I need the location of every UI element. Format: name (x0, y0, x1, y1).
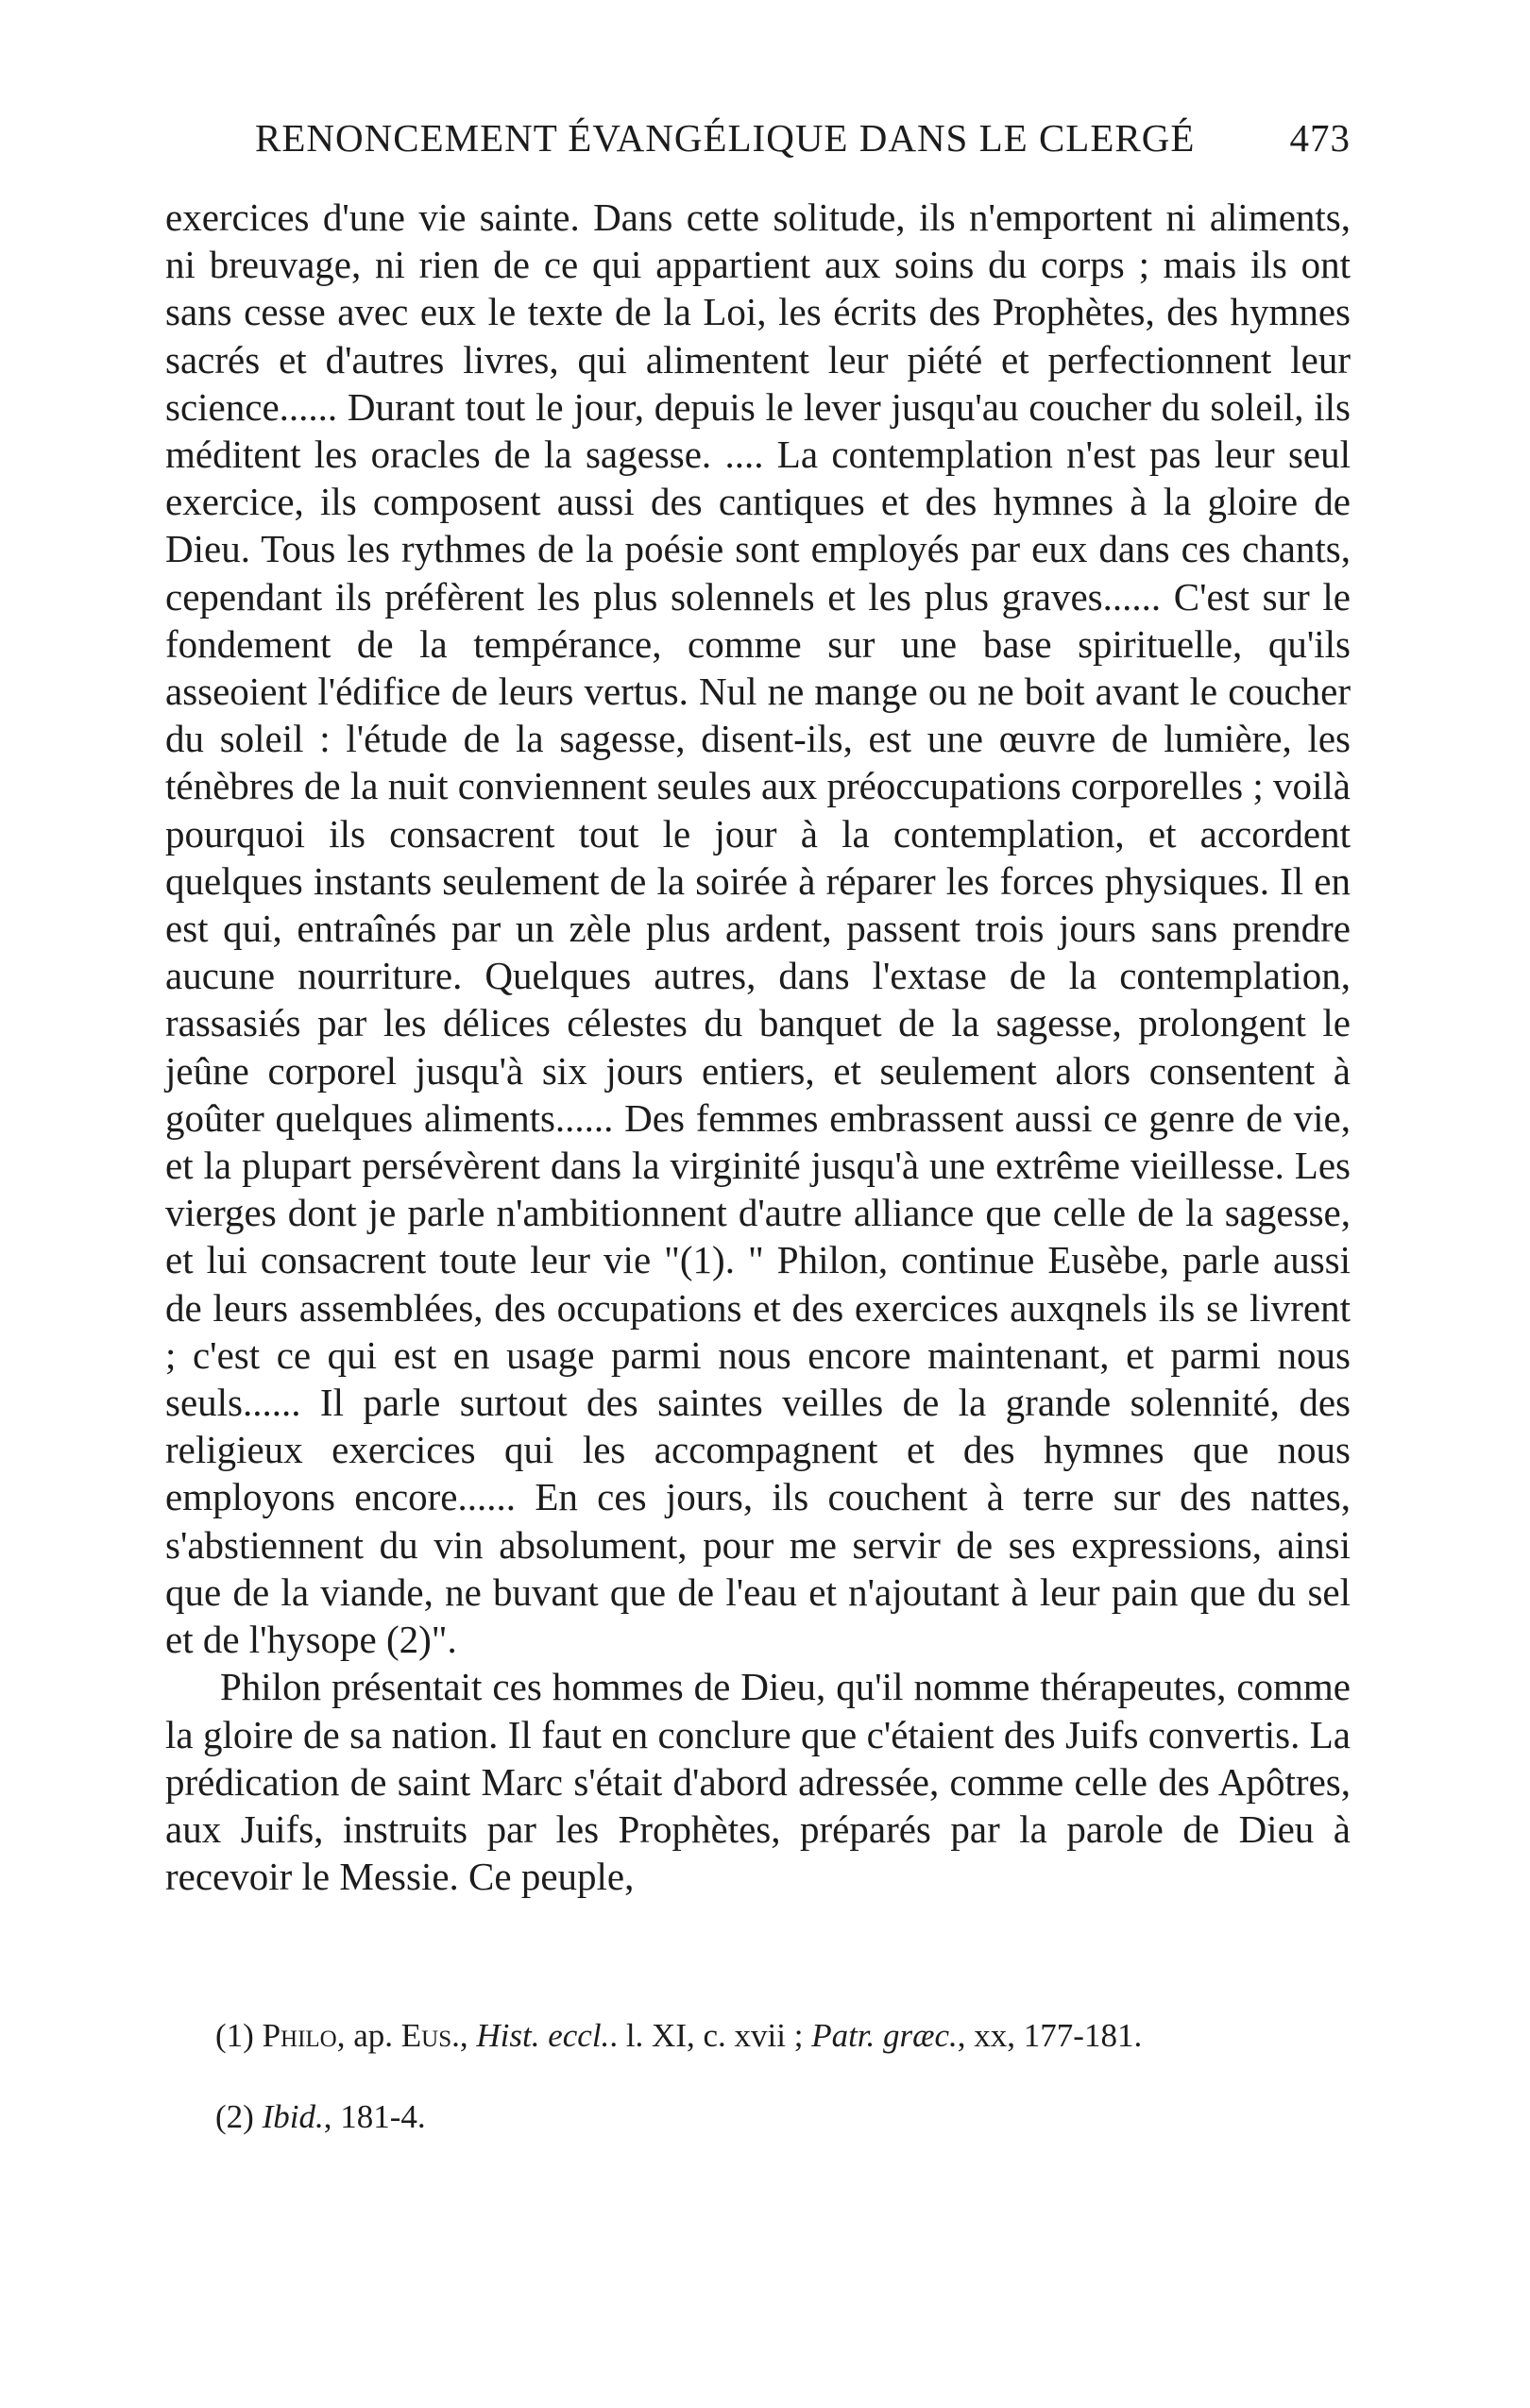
paragraph: Philon présentait ces hommes de Dieu, qu'il nomme thérapeutes, comme la gloire de sa nation. Il faut en conclure que c'étaient des Juifs convertis. La prédication de saint Marc s'était d'abord adressée, comme celle des Apôtres, aux Juifs, instruits par les Prophètes, préparés par la parole de Dieu à recevoir le Messie. Ce peuple, (165, 1665, 1351, 1899)
footnote-work-title: Hist. eccl. (476, 2017, 610, 2054)
footnote-2: (2) Ibid., 181-4. (215, 2098, 426, 2135)
footnote-marker: (1) (215, 2017, 254, 2054)
paragraph: exercices d'une vie sainte. Dans cette solitude, ils n'emportent ni aliments, ni breuvage, ni rien de ce qui appartient aux soins du corps ; mais ils ont sans cesse avec eux le texte de la Loi, les écrits des Prophètes, des hymnes sacrés et d'autres livres, qui alimentent leur piété et perfectionnent leur science...... Durant tout le jour, depuis le lever jusqu'au coucher du soleil, ils méditent les oracles de la sagesse. .... La contemplation n'est pas leur seul exercice, ils composent aussi des cantiques et des hymnes à la gloire de Dieu. Tous les rythmes de la poésie sont employés par eux dans ces chants, cependant ils préfèrent les plus solennels et les plus graves...... C'est sur le fondement de la tempérance, comme sur une base spirituelle, qu'ils asseoient l'édifice de leurs vertus. Nul ne mange ou ne boit avant le coucher du soleil : l'étude de la sagesse, disent-ils, est une œuvre de lumière, les ténèbres de la nuit conviennent seules aux préoccupations corporelles ; voilà pourquoi ils consacrent tout le jour à la contemplation, et accordent quelques instants seulement de la soirée à réparer les forces physiques. Il en est qui, entraînés par un zèle plus ardent, passent trois jours sans prendre aucune nourriture. Quelques autres, dans l'extase de la contemplation, rassasiés par les délices célestes du banquet de la sagesse, prolongent le jeûne corporel jusqu'à six jours entiers, et seulement alors consentent à goûter quelques aliments...... Des femmes embrassent aussi ce genre de vie, et la plupart persévèrent dans la virginité jusqu'à une extrême vieillesse. Les vierges dont je parle n'ambitionnent d'autre alliance que celle de la sagesse, et lui consacrent toute leur vie "(1). " Philon, continue Eusèbe, parle aussi de leurs assemblées, des occupations et des exercices auxqnels ils se livrent ; c'est ce qui est en usage parmi nous encore maintenant, et parmi nous seuls...... Il parle surtout des saintes veilles de la grande solennité, des religieux exercices qui les accompagnent et des hymnes que nous employons encore...... En ces jours, ils couchent à terre sur des nattes, s'abstiennent du vin absolument, pour me servir de ses expressions, ainsi que de la viande, ne buvant que de l'eau et n'ajoutant à leur pain que du sel et de l'hysope (2)". (165, 195, 1351, 1662)
body-text (165, 194, 1351, 1900)
footnote-source-author: Eus. (400, 2017, 460, 2054)
footnote-author: Philo (262, 2017, 337, 2054)
page-number: 473 (1289, 116, 1351, 160)
footnote-marker: (2) (215, 2098, 254, 2135)
page-header (255, 115, 1351, 172)
footnotes (215, 2014, 1349, 2177)
footnote-ibid: Ibid. (262, 2098, 324, 2135)
running-title: RENONCEMENT ÉVANGÉLIQUE DANS LE CLERGÉ (255, 116, 1196, 160)
footnote-work-title: Patr. græc. (811, 2017, 958, 2054)
footnote-1: (1) Philo, ap. Eus., Hist. eccl.. l. XI, c. xvii ; Patr. græc., xx, 177-181. (215, 2017, 1143, 2054)
